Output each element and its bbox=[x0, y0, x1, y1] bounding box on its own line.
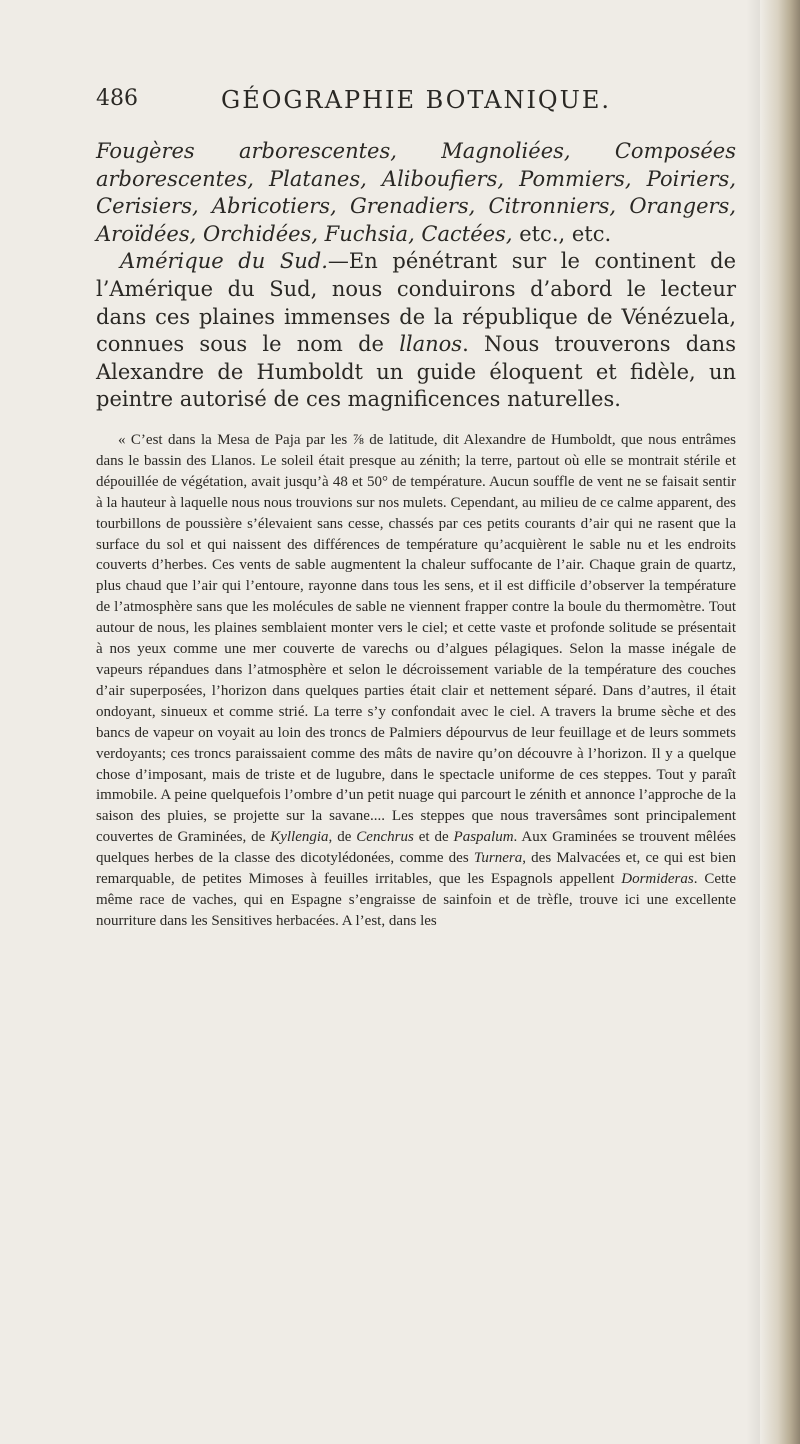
intro-etc: etc., etc. bbox=[512, 221, 612, 246]
running-head: GÉOGRAPHIE BOTANIQUE. bbox=[221, 86, 611, 114]
humboldt-quote bbox=[96, 430, 736, 932]
quote-text-3: et de bbox=[413, 829, 454, 846]
llanos-term: llanos bbox=[399, 332, 463, 357]
cenchrus-term: Cenchrus bbox=[356, 829, 414, 846]
quote-text-6: . Cette même race de vaches, qui en Espagne s’engraisse de sainfoin et de trèfle, trouve ici une excellente nourriture dans les Sensitives herbacées. A l’est, dans les bbox=[96, 871, 737, 929]
quote-text-5: , des Malvacées et, ce qui est bien remarquable, de petites Mimoses à feuilles irritables, que les Espagnols appellent bbox=[96, 850, 736, 888]
dormideras-term: Dormideras bbox=[621, 871, 694, 888]
intro-paragraph bbox=[96, 138, 736, 248]
quote-text-4: . Aux Graminées se trouvent mêlées quelques herbes de la classe des dicotylédonées, comme des bbox=[96, 829, 736, 867]
quote-paragraph bbox=[96, 430, 736, 932]
quote-text-2: , de bbox=[328, 829, 357, 846]
page-edge bbox=[760, 0, 800, 1444]
page-number: 486 bbox=[96, 86, 138, 111]
main-text bbox=[96, 138, 736, 414]
section-text-1: —En pénétrant sur le continent de l’Amérique du Sud, nous conduirons d’abord le lecteur dans ces plaines immenses de la république de Vénézuela, connues sous le nom de bbox=[96, 249, 736, 357]
page-header bbox=[96, 86, 736, 122]
paspalum-term: Paspalum bbox=[453, 829, 514, 846]
section-text-2: . Nous trouverons dans Alexandre de Humboldt un guide éloquent et fidèle, un peintre autorisé de ces magnificences naturelles. bbox=[96, 332, 736, 412]
plant-list: Fougères arborescentes, Magnoliées, Composées arborescentes, Platanes, Aliboufiers, Pommiers, Poiriers, Cerisiers, Abricotiers, Grenadiers, Citronniers, Orangers, Aroïdées, Orchidées, Fuchsia, Cactées, bbox=[96, 139, 736, 246]
gutter-shadow bbox=[746, 0, 760, 1444]
kyllingia-term: Kyllengia bbox=[270, 829, 329, 846]
section-heading: Amérique du Sud. bbox=[120, 249, 328, 274]
section-paragraph bbox=[96, 248, 736, 414]
turnera-term: Turnera bbox=[473, 850, 523, 867]
quote-text-1: « C’est dans la Mesa de Paja par les ⅞ de latitude, dit Alexandre de Humboldt, que nous entrâmes dans le bassin des Llanos. Le soleil était presque au zénith; la terre, partout où elle se montrait stérile et dépouillée de végétation, avait jusqu’à 48 et 50° de température. Aucun souffle de vent ne se faisait sentir à la hauteur à laquelle nous nous trouvions sur nos mulets. Cependant, au milieu de ce calme apparent, des tourbillons de poussière s’élevaient sans cesse, chassés par ces petits courants d’air qui ne rasent que la surface du sol et qui naissent des différences de température qu’acquièrent le sable nu et les endroits couverts d’herbes. Ces vents de sable augmentent la chaleur suffocante de l’air. Chaque grain de quartz, plus chaud que l’air qui l’entoure, rayonne dans tous les sens, et il est difficile d’observer la température de l’atmosphère sans que les molécules de sable ne viennent frapper contre la boule du thermomètre. Tout autour de nous, les plaines semblaient monter vers le ciel; et cette vaste et profonde solitude se présentait à nos yeux comme une mer couverte de varechs ou d’algues pélagiques. Selon la masse inégale de vapeurs répandues dans l’atmosphère et selon le décroissement variable de la température des couches d’air superposées, l’horizon dans quelques parties était clair et nettement séparé. Dans d’autres, il était ondoyant, sinueux et comme strié. La terre s’y confondait avec le ciel. A travers la brume sèche et des bancs de vapeur on voyait au loin des troncs de Palmiers dépourvus de leur feuillage et de leurs sommets verdoyants; ces troncs paraissaient comme des mâts de navire qu’on découvre à l’horizon. Il y a quelque chose d’imposant, mais de triste et de lugubre, dans le spectacle uniforme de ces steppes. Tout y paraît immobile. A peine quelquefois l’ombre d’un petit nuage qui parcourt le zénith et annonce l’approche de la saison des pluies, se projette sur la savane.... Les steppes que nous traversâmes sont principalement couvertes de Graminées, de bbox=[96, 432, 736, 846]
